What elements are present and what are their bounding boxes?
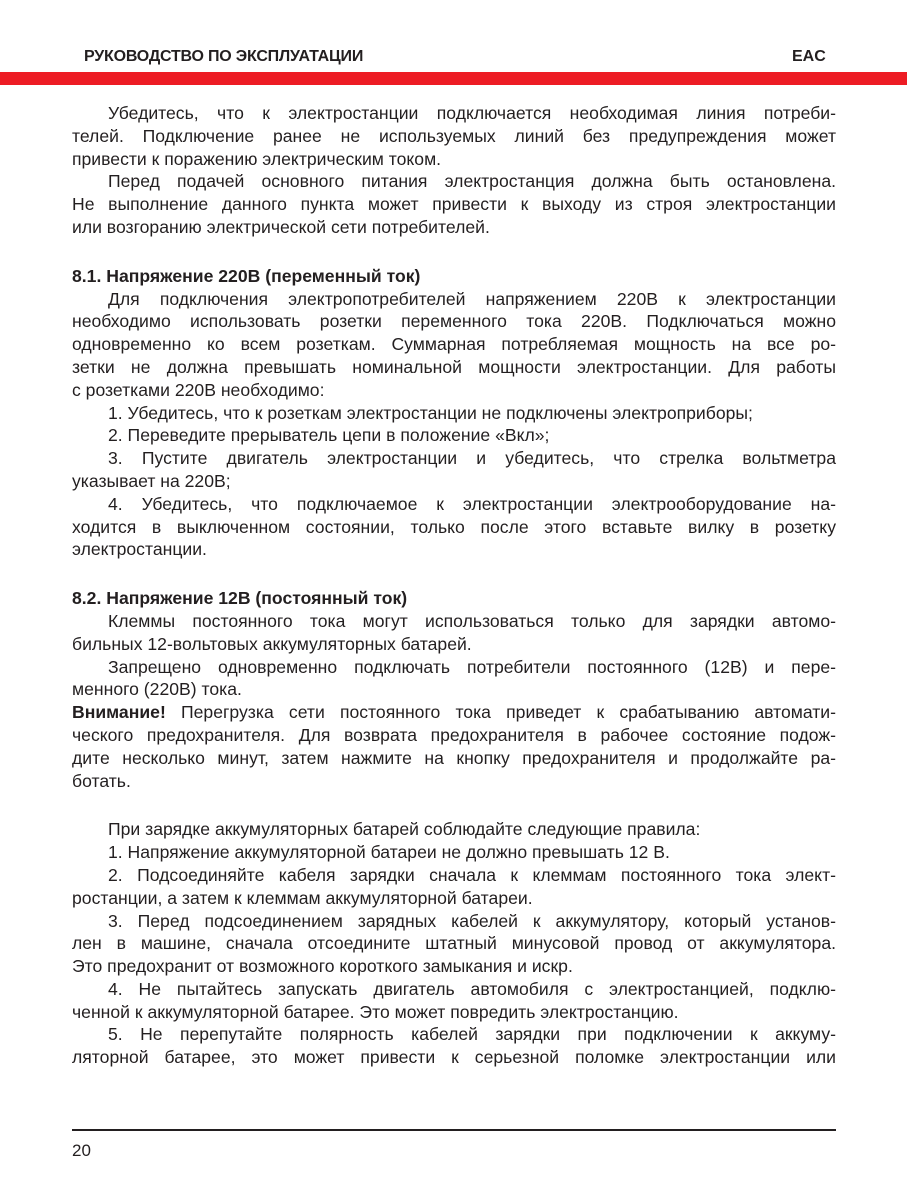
text-line: ченной к аккумуляторной батарее. Это может повредить электростанцию. xyxy=(72,1001,679,1022)
paragraph xyxy=(72,102,836,170)
text-line: привести к поражению электрическим током. xyxy=(72,148,442,169)
section-heading xyxy=(72,265,836,288)
warning-label: Внимание! xyxy=(72,702,166,723)
text-line: ходится в выключенном состоянии, только после этого вставьте вилку в розетку xyxy=(72,516,836,537)
text-line: телей. Подключение ранее не используемых линий без предупреждения может xyxy=(72,125,836,146)
paragraph xyxy=(72,841,836,864)
text-line: указывает на 220В; xyxy=(72,470,231,491)
text-line: одновременно ко всем розеткам. Суммарная потребляемая мощность на все ро- xyxy=(72,334,836,355)
text-line: Не выполнение данного пункта может привести к выходу из строя электростанции xyxy=(72,194,836,215)
footer-divider xyxy=(72,1129,836,1131)
text-line: 5. Не перепутайте полярность кабелей зарядки при подключении к аккуму- xyxy=(108,1024,836,1045)
paragraph xyxy=(72,610,836,656)
text-line: Убедитесь, что к электростанции подключается необходимая линия потреби- xyxy=(108,103,836,123)
paragraph xyxy=(72,978,836,1024)
text-line: зетки не должна превышать номинальной мощности электростанции. Для работы xyxy=(72,356,836,377)
text-line: При зарядке аккумуляторных батарей соблюдайте следующие правила: xyxy=(108,819,701,840)
page-number: 20 xyxy=(72,1141,91,1160)
text-line: ческого предохранителя. Для возврата предохранителя в рабочее состояние подож- xyxy=(72,724,836,745)
paragraph xyxy=(72,493,836,561)
text-line: 1. Напряжение аккумуляторной батареи не должно превышать 12 В. xyxy=(108,842,670,863)
paragraph xyxy=(72,170,836,238)
text-line: 2. Переведите прерыватель цепи в положение «Вкл»; xyxy=(108,425,550,446)
text-line: 3. Перед подсоединением зарядных кабелей к аккумулятору, который установ- xyxy=(108,910,836,931)
text-line: лен в машине, сначала отсоедините штатный минусовой провод от аккумулятора. xyxy=(72,933,836,954)
text-line: дите несколько минут, затем нажмите на кнопку предохранителя и продолжайте ра- xyxy=(72,747,836,768)
warning-text: Перегрузка сети постоянного тока приведет к срабатыванию автомати- xyxy=(165,702,836,723)
text-line: 1. Убедитесь, что к розеткам электростанции не подключены электроприборы; xyxy=(108,402,753,423)
text-line: Для подключения электропотребителей напряжением 220В к электростанции xyxy=(108,288,836,309)
paragraph xyxy=(72,656,836,702)
text-line: Это предохранит от возможного короткого замыкания и искр. xyxy=(72,956,573,977)
text-line: электростанции. xyxy=(72,539,207,560)
paragraph xyxy=(72,402,836,425)
text-line: ростанции, а затем к клеммам аккумуляторной батареи. xyxy=(72,887,533,908)
text-line: или возгоранию электрической сети потребителей. xyxy=(72,216,490,237)
paragraph xyxy=(72,288,836,402)
text-line: бильных 12-вольтовых аккумуляторных батарей. xyxy=(72,633,472,654)
text-line: 4. Не пытайтесь запускать двигатель автомобиля с электростанцией, подклю- xyxy=(108,978,836,999)
text-line xyxy=(72,701,836,724)
text-line: Клеммы постоянного тока могут использоваться только для зарядки автомо- xyxy=(108,610,836,631)
paragraph xyxy=(72,864,836,910)
warning-paragraph xyxy=(72,701,836,792)
text-line: необходимо использовать розетки переменного тока 220В. Подключаться можно xyxy=(72,311,836,332)
header-red-bar xyxy=(0,72,907,85)
text-line: Перед подачей основного питания электростанция должна быть остановлена. xyxy=(108,171,836,192)
text-line: ботать. xyxy=(72,770,131,791)
paragraph xyxy=(72,424,836,447)
text-line: 3. Пустите двигатель электростанции и убедитесь, что стрелка вольтметра xyxy=(108,448,836,469)
text-line: 8.2. Напряжение 12В (постоянный ток) xyxy=(72,588,408,609)
text-line: 4. Убедитесь, что подключаемое к электростанции электрооборудование на- xyxy=(108,493,836,514)
header-title: РУКОВОДСТВО ПО ЭКСПЛУАТАЦИИ xyxy=(84,48,364,65)
document-body xyxy=(72,102,836,1069)
eac-mark: EAC xyxy=(792,48,826,65)
text-line: 2. Подсоединяйте кабеля зарядки сначала к клеммам постоянного тока элект- xyxy=(108,864,836,885)
section-heading xyxy=(72,587,836,610)
paragraph xyxy=(72,910,836,978)
text-line: с розетками 220В необходимо: xyxy=(72,379,325,400)
text-line: ляторной батарее, это может привести к серьезной поломке электростанции или xyxy=(72,1047,836,1068)
paragraph xyxy=(72,447,836,493)
paragraph xyxy=(72,1023,836,1069)
text-line: Запрещено одновременно подключать потребители постоянного (12В) и пере- xyxy=(108,656,836,677)
text-line: 8.1. Напряжение 220В (переменный ток) xyxy=(72,265,421,286)
text-line: менного (220В) тока. xyxy=(72,679,242,700)
paragraph xyxy=(72,818,836,841)
